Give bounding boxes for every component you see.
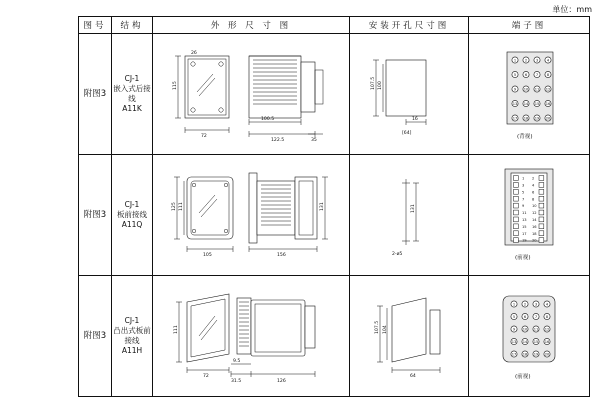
terminal-pin-label: 8 <box>545 314 549 319</box>
dim-16: 16 <box>411 117 418 122</box>
cell-outline <box>152 276 349 397</box>
header-structure: 结构 <box>112 17 153 34</box>
structure-1 <box>112 74 152 114</box>
dim-100-5: 100.5 <box>260 117 275 122</box>
terminal-caption-1: (背视) <box>516 134 533 140</box>
structure-model: CJ-1 <box>124 316 140 325</box>
mounting-svg-2 <box>350 155 468 275</box>
terminal-pin-label: 2 <box>524 58 528 63</box>
table-row <box>79 276 590 397</box>
cell-outline <box>152 34 349 155</box>
terminal-pin-label: 15 <box>534 101 540 106</box>
cell-structure <box>112 276 153 397</box>
dim-31-5: 31.5 <box>230 379 242 384</box>
outline-svg-2 <box>153 155 349 275</box>
terminal-pin-12[interactable] <box>539 210 544 215</box>
dim-131: 131 <box>410 204 416 213</box>
terminal-pin-9[interactable] <box>513 203 518 208</box>
terminal-pin-5[interactable] <box>513 189 518 194</box>
unit-note: 单位：mm <box>552 5 592 14</box>
drawing-no-3 <box>79 331 111 342</box>
terminal-pin-label: 8 <box>546 72 550 77</box>
header-terminal: 端子图 <box>468 17 589 34</box>
terminal-pin-6[interactable] <box>539 189 544 194</box>
terminal-pin-label: 3 <box>534 302 538 307</box>
cell-mounting <box>349 276 468 397</box>
cell-structure <box>112 155 153 276</box>
structure-model: CJ-1 <box>124 200 140 209</box>
dim-2-d5: 2-ø5 <box>391 252 403 257</box>
terminal-pin-label: 6 <box>531 190 535 195</box>
outline-drawing-1 <box>153 34 349 154</box>
drawing-no-text: 附图3 <box>83 88 107 99</box>
terminal-pin-label: 1 <box>513 58 517 63</box>
dim-126: 126 <box>276 379 286 384</box>
terminal-pin-label: 4 <box>531 183 535 188</box>
header-drawing-no: 图号 <box>79 17 112 34</box>
dimension-table <box>78 16 590 397</box>
terminal-pin-label: 6 <box>524 72 528 77</box>
terminal-pin-label: 4 <box>546 58 550 63</box>
dim-105: 105 <box>202 253 212 258</box>
terminal-pin-15[interactable] <box>513 224 518 229</box>
terminal-pin-label: 13 <box>512 101 518 106</box>
cell-drawing-no <box>79 34 112 155</box>
cell-terminal <box>468 276 589 397</box>
structure-3 <box>112 316 152 356</box>
terminal-pin-label: 14 <box>522 339 528 344</box>
terminal-pin-label: 18 <box>523 116 529 121</box>
terminal-caption-3: (前视) <box>514 374 531 380</box>
dim-111: 111 <box>173 325 179 334</box>
cell-outline <box>152 155 349 276</box>
cell-terminal <box>468 155 589 276</box>
terminal-pin-3[interactable] <box>513 183 518 188</box>
cell-structure <box>112 34 153 155</box>
dim-156: 156 <box>276 253 286 258</box>
dim-115: 115 <box>172 81 178 90</box>
terminal-pin-16[interactable] <box>539 224 544 229</box>
terminal-pin-label: 3 <box>535 58 539 63</box>
terminal-pin-label: 1 <box>512 302 516 307</box>
terminal-pin-1[interactable] <box>513 176 518 181</box>
terminal-pin-4[interactable] <box>539 183 544 188</box>
terminal-pin-label: 16 <box>544 339 550 344</box>
terminal-svg-1 <box>469 34 589 154</box>
terminal-pin-11[interactable] <box>513 210 518 215</box>
terminal-drawing-2 <box>469 155 589 275</box>
terminal-pin-label: 20 <box>531 238 537 243</box>
terminal-pin-label: 17 <box>511 352 517 357</box>
terminal-pin-label: 9 <box>521 204 525 209</box>
terminal-pin-label: 13 <box>511 339 517 344</box>
mounting-drawing-2 <box>350 155 468 275</box>
mounting-svg-3 <box>350 276 468 396</box>
structure-desc: 板前接线 <box>116 210 147 219</box>
terminal-pin-label: 16 <box>545 101 551 106</box>
terminal-pin-label: 12 <box>545 87 551 92</box>
drawing-no-1 <box>79 89 111 100</box>
terminal-pin-label: 19 <box>521 238 527 243</box>
header-mounting: 安装开孔尺寸图 <box>349 17 468 34</box>
cell-drawing-no <box>79 276 112 397</box>
dim-111: 111 <box>178 202 184 211</box>
terminal-pin-2[interactable] <box>539 176 544 181</box>
terminal-svg-2 <box>469 155 589 275</box>
terminal-pin-label: 14 <box>531 218 537 222</box>
structure-desc: 凸出式板前接线 <box>113 326 151 345</box>
terminal-pin-label: 11 <box>521 211 527 216</box>
terminal-pin-7[interactable] <box>513 196 518 201</box>
terminal-pin-label: 1 <box>521 176 525 181</box>
dim-26: 26 <box>190 51 197 56</box>
outline-drawing-3 <box>153 276 349 396</box>
mounting-drawing-3 <box>350 276 468 396</box>
terminal-pin-label: 6 <box>523 314 527 319</box>
cell-terminal <box>468 34 589 155</box>
terminal-pin-13[interactable] <box>513 217 518 222</box>
terminal-pin-label: 5 <box>512 314 516 319</box>
header-outline: 外 形 尺 寸 图 <box>152 17 349 34</box>
structure-2 <box>112 200 152 230</box>
dim-64: [64] <box>401 131 412 136</box>
terminal-pin-label: 9 <box>513 87 517 92</box>
mounting-svg-1 <box>350 34 468 154</box>
terminal-pin-label: 19 <box>534 116 540 121</box>
structure-code: A11H <box>121 346 143 355</box>
terminal-pin-label: 7 <box>521 197 525 202</box>
terminal-drawing-1 <box>469 34 589 154</box>
terminal-pin-label: 12 <box>544 327 550 332</box>
terminal-pin-20[interactable] <box>539 238 544 243</box>
terminal-pin-10[interactable] <box>539 203 544 208</box>
terminal-pin-label: 7 <box>535 72 539 77</box>
terminal-pin-label: 7 <box>534 314 538 319</box>
terminal-pin-label: 17 <box>521 231 527 236</box>
terminal-svg-3 <box>469 276 589 396</box>
terminal-pin-label: 3 <box>521 183 525 188</box>
drawing-no-text: 附图3 <box>83 330 107 341</box>
dim-64: 64 <box>409 374 416 379</box>
structure-code: A11K <box>122 104 142 113</box>
dim-72: 72 <box>202 374 209 379</box>
dim-125: 125 <box>171 202 177 211</box>
dim-131: 131 <box>319 202 325 211</box>
terminal-pin-8[interactable] <box>539 196 544 201</box>
terminal-pin-label: 8 <box>531 197 535 202</box>
terminal-pin-label: 5 <box>513 72 517 77</box>
mounting-drawing-1 <box>350 34 468 154</box>
terminal-pin-14[interactable] <box>539 217 544 222</box>
dim-9-5: 9.5 <box>232 359 241 364</box>
structure-desc: 嵌入式后接线 <box>113 84 151 103</box>
cell-drawing-no <box>79 155 112 276</box>
terminal-pin-label: 2 <box>523 302 527 307</box>
cell-mounting <box>349 155 468 276</box>
drawing-no-2 <box>79 210 111 221</box>
terminal-pin-label: 11 <box>533 327 539 332</box>
terminal-pin-label: 12 <box>531 211 537 216</box>
terminal-pin-label: 5 <box>521 190 525 195</box>
terminal-pin-18[interactable] <box>539 231 544 236</box>
terminal-pin-label: 13 <box>521 218 527 222</box>
terminal-pin-label: 10 <box>523 87 529 92</box>
terminal-caption-2: (前视) <box>514 255 531 261</box>
dim-122-5: 122.5 <box>270 138 285 143</box>
outline-drawing-2 <box>153 155 349 275</box>
terminal-pin-label: 4 <box>545 302 549 307</box>
terminal-drawing-3 <box>469 276 589 396</box>
terminal-pin-label: 18 <box>522 352 528 357</box>
drawing-no-text: 附图3 <box>83 209 107 220</box>
terminal-pin-label: 9 <box>512 327 516 332</box>
terminal-pin-label: 18 <box>531 231 537 236</box>
dim-107-5: 107.5 <box>374 320 380 334</box>
structure-model: CJ-1 <box>124 74 140 83</box>
dim-72: 72 <box>200 134 207 139</box>
table-row <box>79 34 590 155</box>
outline-svg-1 <box>153 34 349 154</box>
dim-104: 104 <box>382 325 388 334</box>
terminal-pin-label: 10 <box>522 327 528 332</box>
table-row <box>79 155 590 276</box>
dim-100: 100 <box>377 81 383 90</box>
cell-mounting <box>349 34 468 155</box>
terminal-pin-label: 11 <box>534 87 540 92</box>
terminal-pin-label: 16 <box>531 224 537 229</box>
structure-code: A11Q <box>121 220 143 229</box>
terminal-pin-17[interactable] <box>513 231 518 236</box>
terminal-pin-label: 17 <box>512 116 518 121</box>
table-header-row <box>79 17 590 34</box>
terminal-pin-label: 19 <box>533 352 539 357</box>
outline-svg-3 <box>153 276 349 396</box>
terminal-pin-label: 15 <box>521 224 527 229</box>
dim-107-5: 107.5 <box>370 76 376 90</box>
dim-35: 35 <box>310 138 317 143</box>
terminal-pin-label: 20 <box>545 116 551 121</box>
terminal-pin-label: 20 <box>544 352 550 357</box>
terminal-pin-19[interactable] <box>513 238 518 243</box>
terminal-pin-label: 2 <box>531 176 535 181</box>
terminal-pin-label: 14 <box>523 101 529 106</box>
terminal-pin-label: 10 <box>531 204 537 209</box>
terminal-pin-label: 15 <box>533 339 539 344</box>
